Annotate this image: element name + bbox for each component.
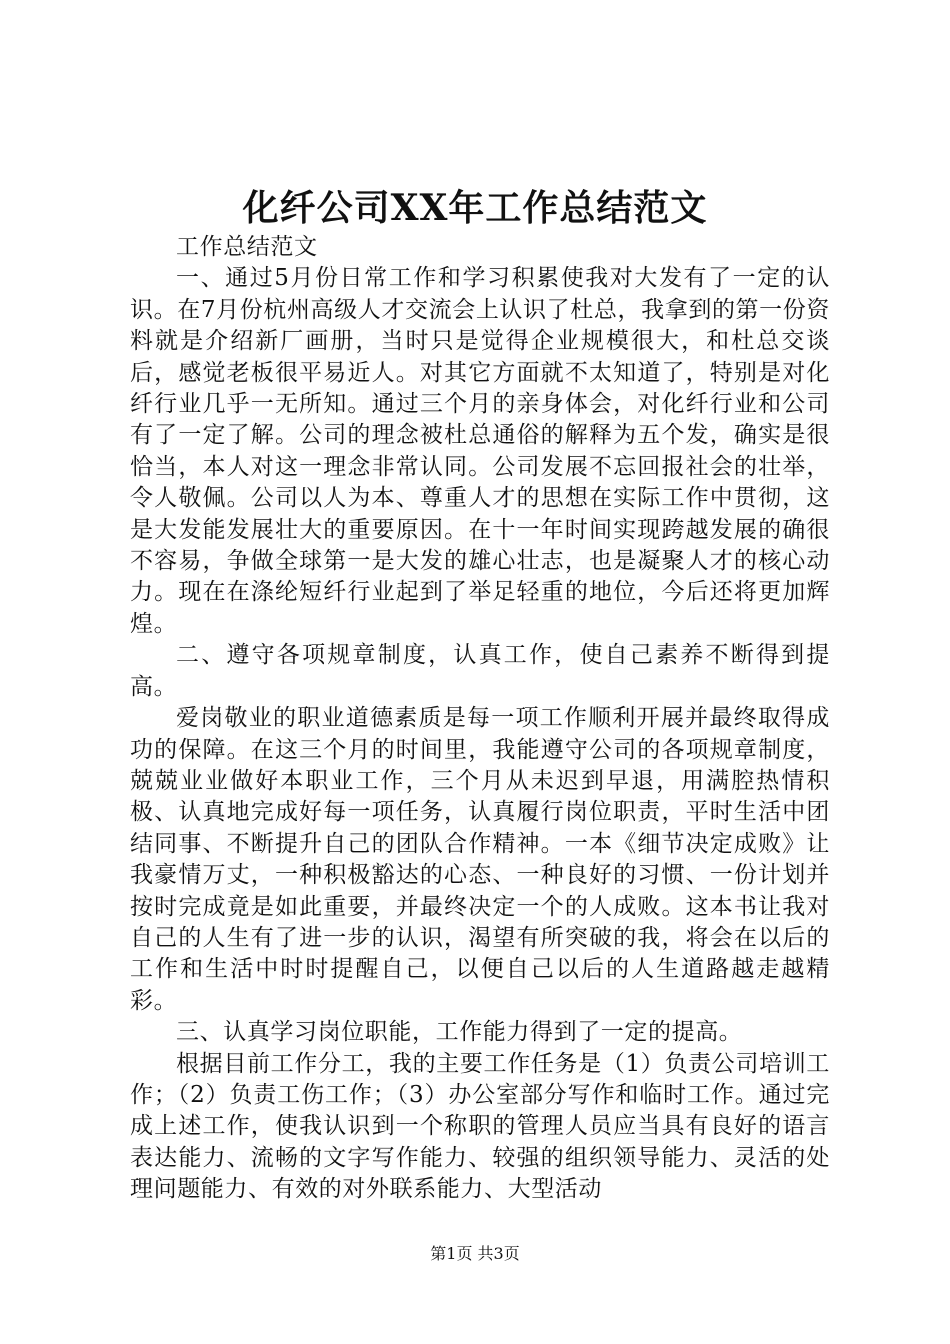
document-body — [130, 232, 830, 1206]
page-footer: 第1页 共3页 — [430, 1244, 520, 1263]
document-title: 化纤公司XX年工作总结范文 — [242, 187, 708, 229]
paragraph-section-2: 爱岗敬业的职业道德素质是每一项工作顺利开展并最终取得成功的保障。在这三个月的时间里，我能遵守公司的各项规章制度，兢兢业业做好本职业工作，三个月从未迟到早退，用满腔热情积极、认真地完成好每一项任务，认真履行岗位职责，平时生活中团结同事、不断提升自己的团队合作精神。一本《细节决定成败》让我豪情万丈，一种积极豁达的心态、一种良好的习惯、一份计划并按时完成竟是如此重要，并最终决定一个的人成败。这本书让我对自己的人生有了进一步的认识，渴望有所突破的我，将会在以后的工作和生活中时时提醒自己，以便自己以后的人生道路越走越精彩。 — [130, 705, 830, 1014]
paragraph-heading-3: 三、认真学习岗位职能，工作能力得到了一定的提高。 — [176, 1019, 743, 1046]
paragraph-section-3: 根据目前工作分工，我的主要工作任务是（1）负责公司培训工作；（2）负责工伤工作；（3）办公室部分写作和临时工作。通过完成上述工作，使我认识到一个称职的管理人员应当具有良好的语言表达能力、流畅的文字写作能力、较强的组织领导能力、灵活的处理问题能力、有效的对外联系能力、大型活动 — [130, 1050, 830, 1203]
paragraph-subtitle: 工作总结范文 — [176, 234, 318, 260]
paragraph-section-1: 一、通过5月份日常工作和学习积累使我对大发有了一定的认识。在7月份杭州高级人才交流会上认识了杜总，我拿到的第一份资料就是介绍新厂画册，当时只是觉得企业规模很大，和杜总交谈后，感觉老板很平易近人。对其它方面就不太知道了，特别是对化纤行业几乎一无所知。通过三个月的亲身体会，对化纤行业和公司有了一定了解。公司的理念被杜总通俗的解释为五个发，确实是很恰当，本人对这一理念非常认同。公司发展不忘回报社会的壮举，令人敬佩。公司以人为本、尊重人才的思想在实际工作中贯彻，这是大发能发展壮大的重要原因。在十一年时间实现跨越发展的确很不容易，争做全球第一是大发的雄心壮志，也是凝聚人才的核心动力。现在在涤纶短纤行业起到了举足轻重的地位，今后还将更加辉煌。 — [130, 265, 830, 637]
paragraph-heading-2: 二、遵守各项规章制度，认真工作，使自己素养不断得到提高。 — [130, 642, 830, 700]
